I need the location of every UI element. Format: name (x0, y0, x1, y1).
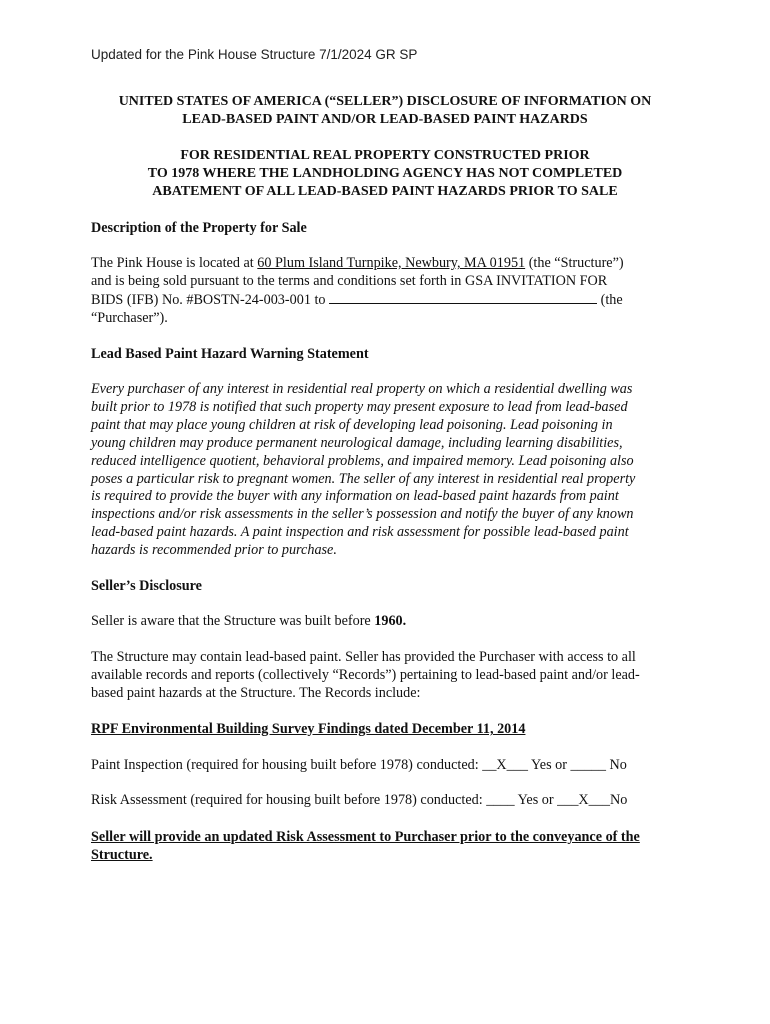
subtitle-line: FOR RESIDENTIAL REAL PROPERTY CONSTRUCTED PRIOR (180, 148, 590, 163)
records-line: based paint hazards at the Structure. The Records include: (91, 684, 421, 701)
paint-inspection-line: Paint Inspection (required for housing built before 1978) conducted: __X___ Yes or _____ No (91, 757, 627, 773)
description-text: The Pink House is located at (91, 255, 258, 271)
description-paragraph (91, 255, 691, 328)
warning-line: paint that may place young children at risk of developing lead poisoning. Lead poisoning in (91, 416, 613, 433)
statement-text: Seller is aware that the Structure was built before (91, 613, 375, 629)
warning-line: Every purchaser of any interest in residential real property on which a residential dwelling was (91, 381, 633, 397)
description-text: (the (597, 291, 623, 308)
purchaser-name-blank[interactable] (329, 291, 597, 304)
warning-line: young children may produce permanent neurological damage, including learning disabilities, (91, 434, 623, 451)
subtitle-line: TO 1978 WHERE THE LANDHOLDING AGENCY HAS NOT COMPLETED (147, 166, 623, 181)
document-title (60, 93, 710, 129)
warning-line: lead-based paint hazards. A paint inspection and risk assessment for possible lead-based paint (91, 524, 629, 541)
title-line: UNITED STATES OF AMERICA (“SELLER”) DISCLOSURE OF INFORMATION ON (118, 94, 652, 109)
warning-line: inspections and/or risk assessments in the seller’s possession and notify the buyer of any known (91, 506, 634, 523)
description-text: “Purchaser”). (91, 309, 168, 326)
warning-line: hazards is recommended prior to purchase. (91, 542, 337, 559)
built-year: 1960. (374, 613, 407, 629)
risk-assessment-line: Risk Assessment (required for housing built before 1978) conducted: ____ Yes or ___X___No (91, 792, 628, 808)
description-heading: Description of the Property for Sale (91, 220, 307, 236)
warning-heading: Lead Based Paint Hazard Warning Statement (91, 346, 369, 362)
records-line: The Structure may contain lead-based paint. Seller has provided the Purchaser with access to all (91, 649, 636, 665)
statement-line: Seller will provide an updated Risk Assessment to Purchaser prior to the conveyance of the (91, 829, 640, 845)
warning-line: built prior to 1978 is notified that such property may present exposure to lead from lead-based (91, 398, 628, 415)
records-line: available records and reports (collectively “Records”) pertaining to lead-based paint and/or lead- (91, 666, 640, 683)
records-paragraph (91, 649, 691, 703)
description-text: (the “Structure”) (525, 255, 624, 271)
title-line: LEAD-BASED PAINT AND/OR LEAD-BASED PAINT HAZARDS (182, 112, 588, 127)
description-text: BIDS (IFB) No. #BOSTN-24-003-001 to (91, 291, 330, 308)
updated-assessment-statement (91, 829, 691, 865)
survey-findings-title: RPF Environmental Building Survey Findings dated December 11, 2014 (91, 721, 526, 737)
subtitle-line: ABATEMENT OF ALL LEAD-BASED PAINT HAZARDS PRIOR TO SALE (152, 184, 618, 199)
statement-line: Structure. (91, 846, 153, 863)
warning-line: reduced intelligence quotient, behavioral problems, and impaired memory. Lead poisoning also (91, 452, 634, 469)
warning-line: poses a particular risk to pregnant women. The seller of any interest in residential real property (91, 470, 636, 487)
disclosure-heading: Seller’s Disclosure (91, 578, 202, 594)
description-text: and is being sold pursuant to the terms and conditions set forth in GSA INVITATION FOR (91, 272, 608, 289)
built-before-statement (91, 613, 691, 631)
property-address: 60 Plum Island Turnpike, Newbury, MA 01951 (257, 255, 526, 271)
document-subtitle (60, 147, 710, 201)
page-header: Updated for the Pink House Structure 7/1/2024 GR SP (91, 47, 418, 62)
warning-paragraph (91, 381, 691, 560)
warning-line: is required to provide the buyer with any information on lead-based paint hazards from paint (91, 488, 619, 505)
